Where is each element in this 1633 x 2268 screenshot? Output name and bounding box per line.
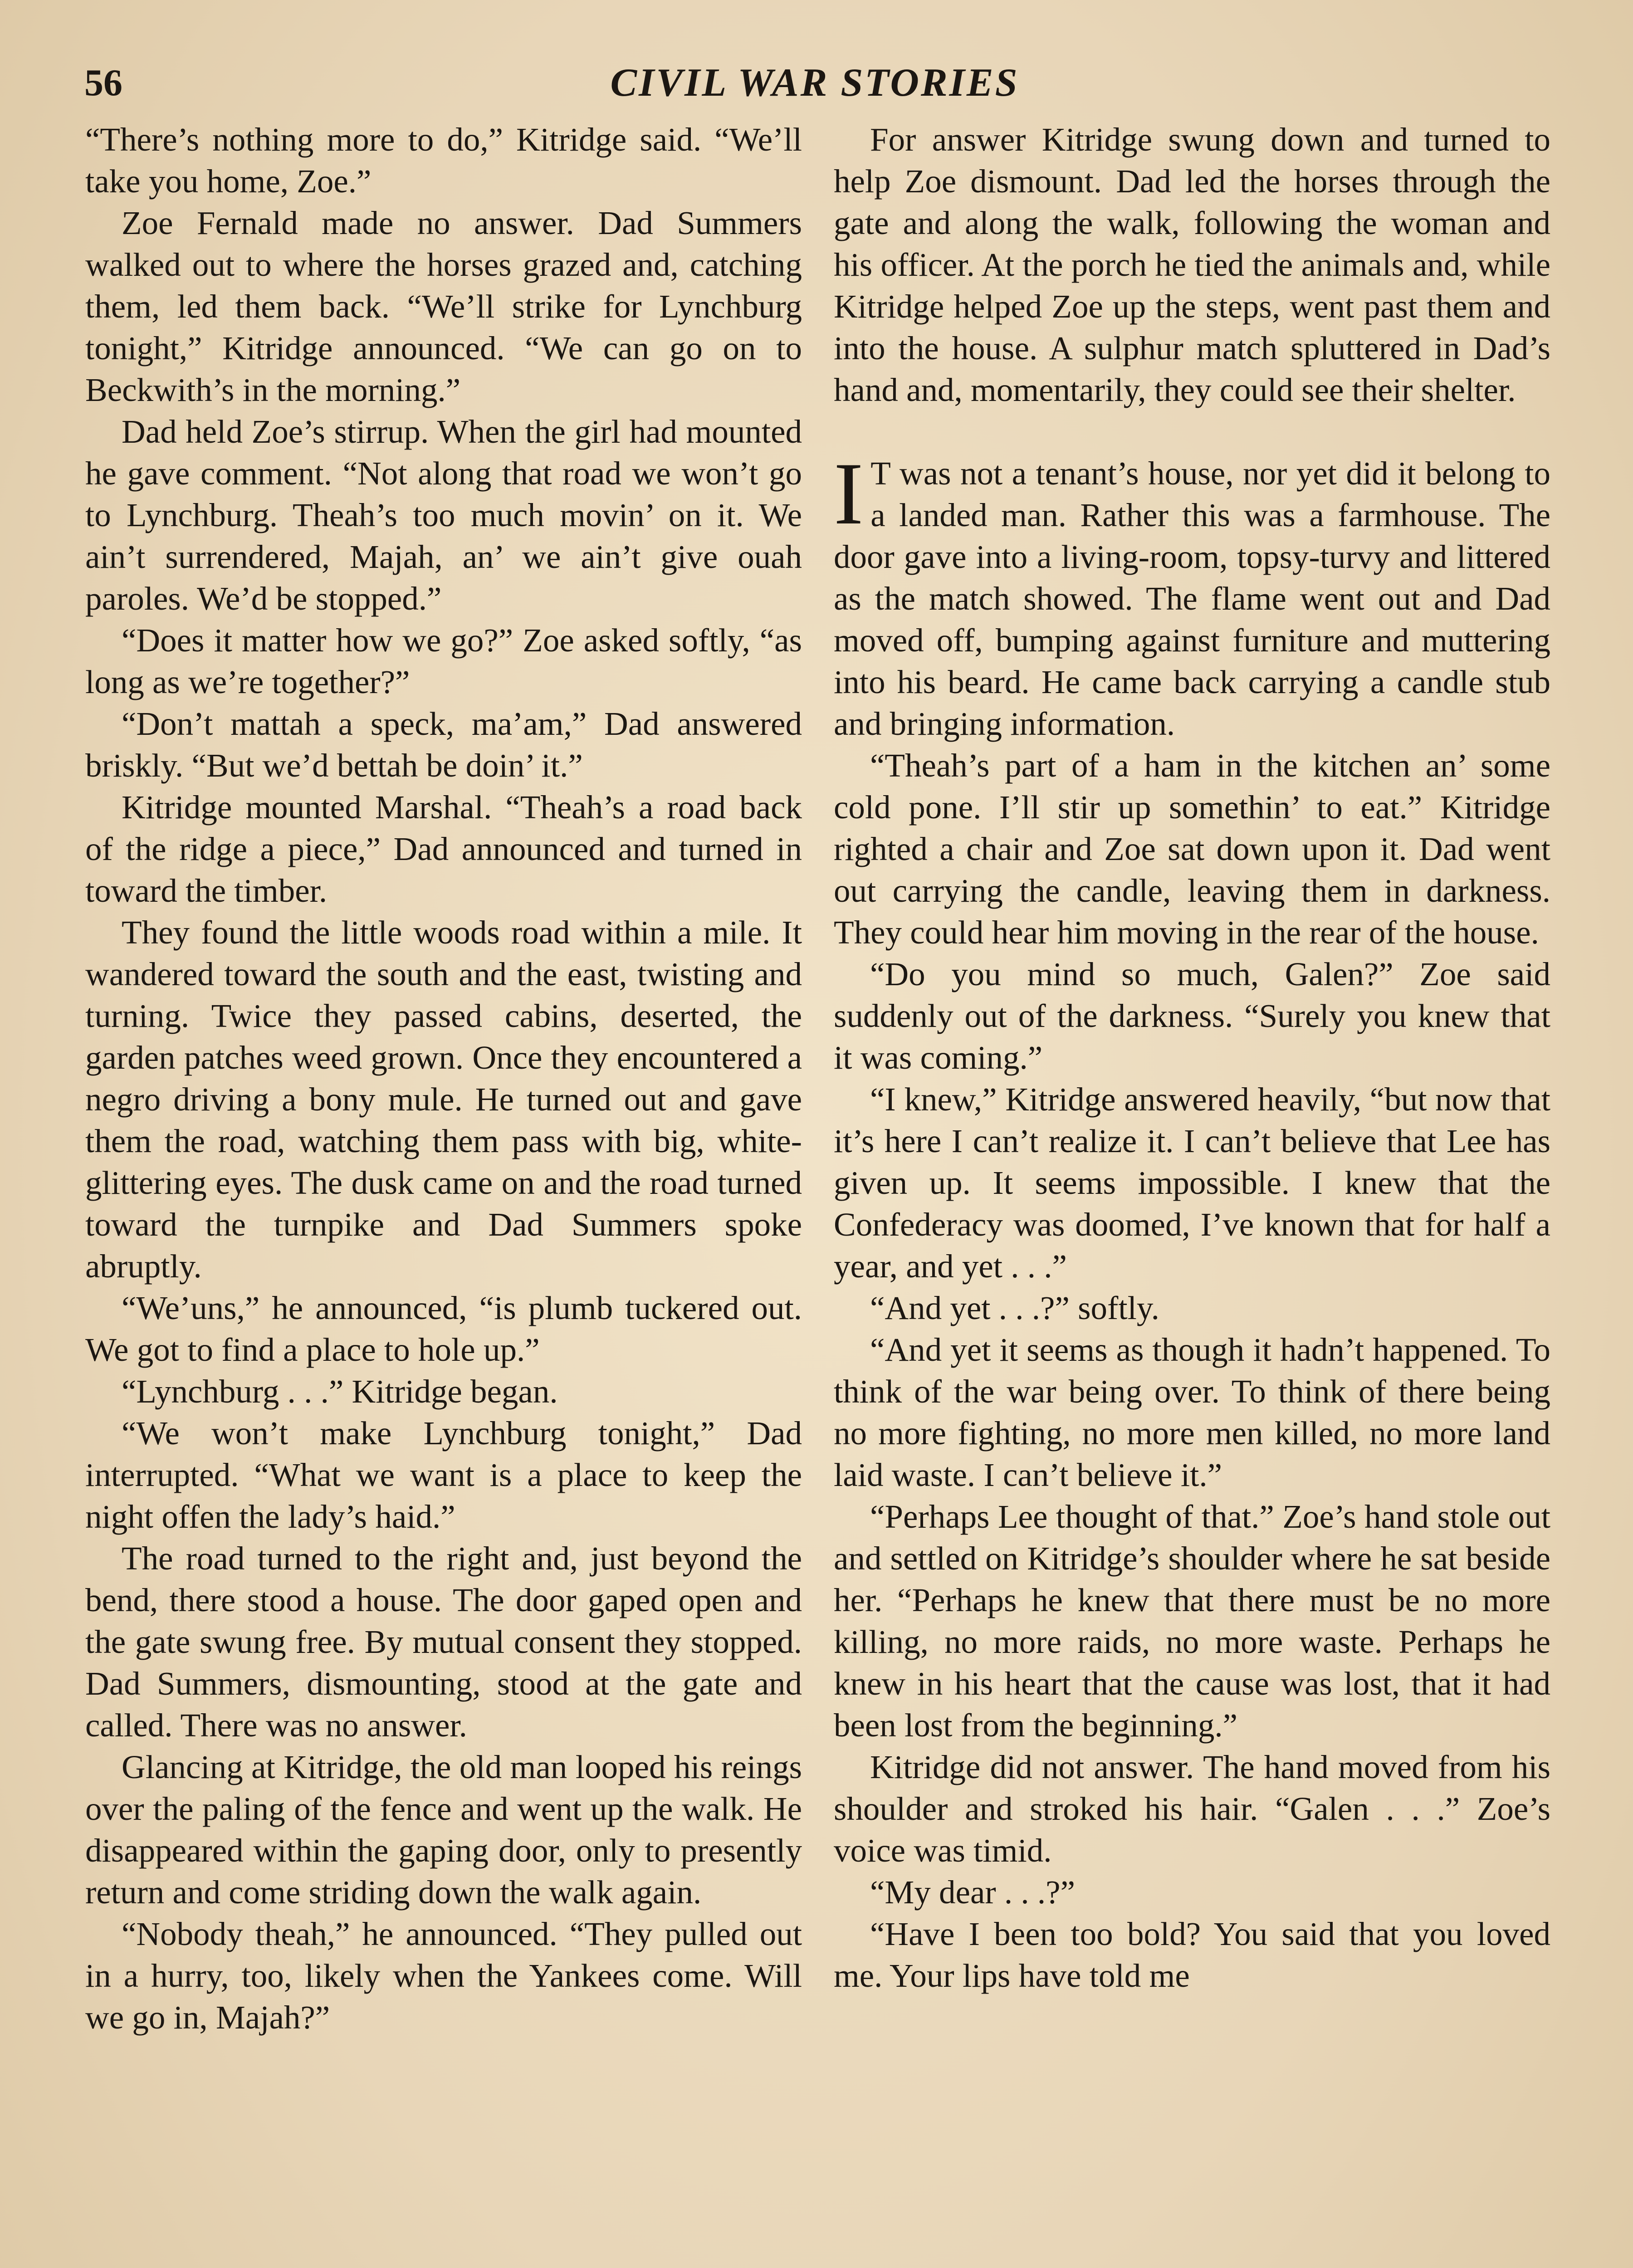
paragraph: “Does it matter how we go?” Zoe asked softly, “as long as we’re together?” [85, 622, 802, 700]
paragraph: “Perhaps Lee thought of that.” Zoe’s hand stole out and settled on Kitridge’s shoulder where he sat beside her. “Perhaps he knew that there must be no more killing, no more raids, no more waste. Perhaps he knew in his heart that the cause was lost, that it had been lost from the beginning.” [834, 1498, 1550, 1744]
paragraph: Glancing at Kitridge, the old man looped his reings over the paling of the fence and went up the walk. He disappeared within the gaping door, only to presently return and come striding down the walk again. [85, 1749, 802, 1911]
paragraph: “We’uns,” he announced, “is plumb tuckered out. We got to find a place to hole up.” [85, 1290, 802, 1368]
drop-cap: I [834, 445, 864, 543]
left-column [85, 119, 802, 2268]
paragraph: “Nobody theah,” he announced. “They pulled out in a hurry, too, likely when the Yankees come. Will we go in, Majah?” [85, 1916, 802, 2036]
paragraph: Kitridge did not answer. The hand moved from his shoulder and stroked his hair. “Galen . . .” Zoe’s voice was timid. [834, 1749, 1550, 1869]
paragraph: “Theah’s part of a ham in the kitchen an’ some cold pone. I’ll stir up somethin’ to eat.” Kitridge righted a chair and Zoe sat down upon it. Dad went out carrying the candle, leaving them in darkness. They could hear him moving in the rear of the house. [834, 747, 1550, 951]
paragraph: Zoe Fernald made no answer. Dad Summers walked out to where the horses grazed and, catching them, led them back. “We’ll strike for Lynchburg tonight,” Kitridge announced. “We can go on to Beckwith’s in the morning.” [85, 205, 802, 408]
paragraph: “I knew,” Kitridge answered heavily, “but now that it’s here I can’t realize it. I can’t believe that Lee has given up. It seems impossible. I knew that the Confederacy was doomed, I’ve known that for half a year, and yet . . .” [834, 1081, 1550, 1285]
paragraph: “And yet . . .?” softly. [870, 1290, 1159, 1326]
paragraph: “And yet it seems as though it hadn’t happened. To think of the war being over. To think of there being no more fighting, no more men killed, no more land laid waste. I can’t believe it.” [834, 1331, 1550, 1493]
paragraph: “Don’t mattah a speck, ma’am,” Dad answered briskly. “But we’d bettah be doin’ it.” [85, 705, 802, 784]
paragraph: “Do you mind so much, Galen?” Zoe said suddenly out of the darkness. “Surely you knew that it was coming.” [834, 956, 1550, 1076]
section-opening-text: T was not a tenant’s house, nor yet did it belong to a landed man. Rather this was a farmhouse. The door gave into a living-room, topsy-turvy and littered as the match showed. The flame went out and Dad moved off, bumping against furniture and muttering into his beard. He came back carrying a candle stub and bringing information. [834, 455, 1550, 742]
paragraph: “We won’t make Lynchburg tonight,” Dad interrupted. “What we want is a place to keep the night offen the lady’s haid.” [85, 1415, 802, 1535]
paragraph: “Have I been too bold? You said that you loved me. Your lips have told me [834, 1916, 1550, 1994]
page-number: 56 [84, 62, 122, 104]
paragraph: “My dear . . .?” [870, 1874, 1075, 1911]
paragraph: “Lynchburg . . .” Kitridge began. [122, 1373, 558, 1410]
running-title: CIVIL WAR STORIES [610, 61, 1019, 105]
paragraph: They found the little woods road within a mile. It wandered toward the south and the east, twisting and turning. Twice they passed cabins, deserted, the garden patches weed grown. Once they encountered a negro driving a bony mule. He turned out and gave them the road, watching them pass with big, white-glittering eyes. The dusk came on and the road turned toward the turnpike and Dad Summers spoke abruptly. [85, 914, 802, 1285]
paragraph: The road turned to the right and, just beyond the bend, there stood a house. The door gaped open and the gate swung free. By mutual consent they stopped. Dad Summers, dismounting, stood at the gate and called. There was no answer. [85, 1540, 802, 1744]
page-header [84, 54, 1545, 112]
paragraph: “There’s nothing more to do,” Kitridge said. “We’ll take you home, Zoe.” [85, 121, 802, 200]
paragraph: Kitridge mounted Marshal. “Theah’s a road back of the ridge a piece,” Dad announced and turned in toward the timber. [85, 789, 802, 909]
right-column [834, 119, 1550, 2268]
section-opening-paragraph [834, 445, 1550, 745]
paragraph: Dad held Zoe’s stirrup. When the girl had mounted he gave comment. “Not along that road we won’t go to Lynchburg. Theah’s too much movin’ on it. We ain’t surrendered, Majah, an’ we ain’t give ouah paroles. We’d be stopped.” [85, 413, 802, 617]
paragraph: For answer Kitridge swung down and turned to help Zoe dismount. Dad led the horses through the gate and along the walk, following the woman and his officer. At the porch he tied the animals and, while Kitridge helped Zoe up the steps, went past them and into the house. A sulphur match spluttered in Dad’s hand and, momentarily, they could see their shelter. [834, 121, 1550, 408]
